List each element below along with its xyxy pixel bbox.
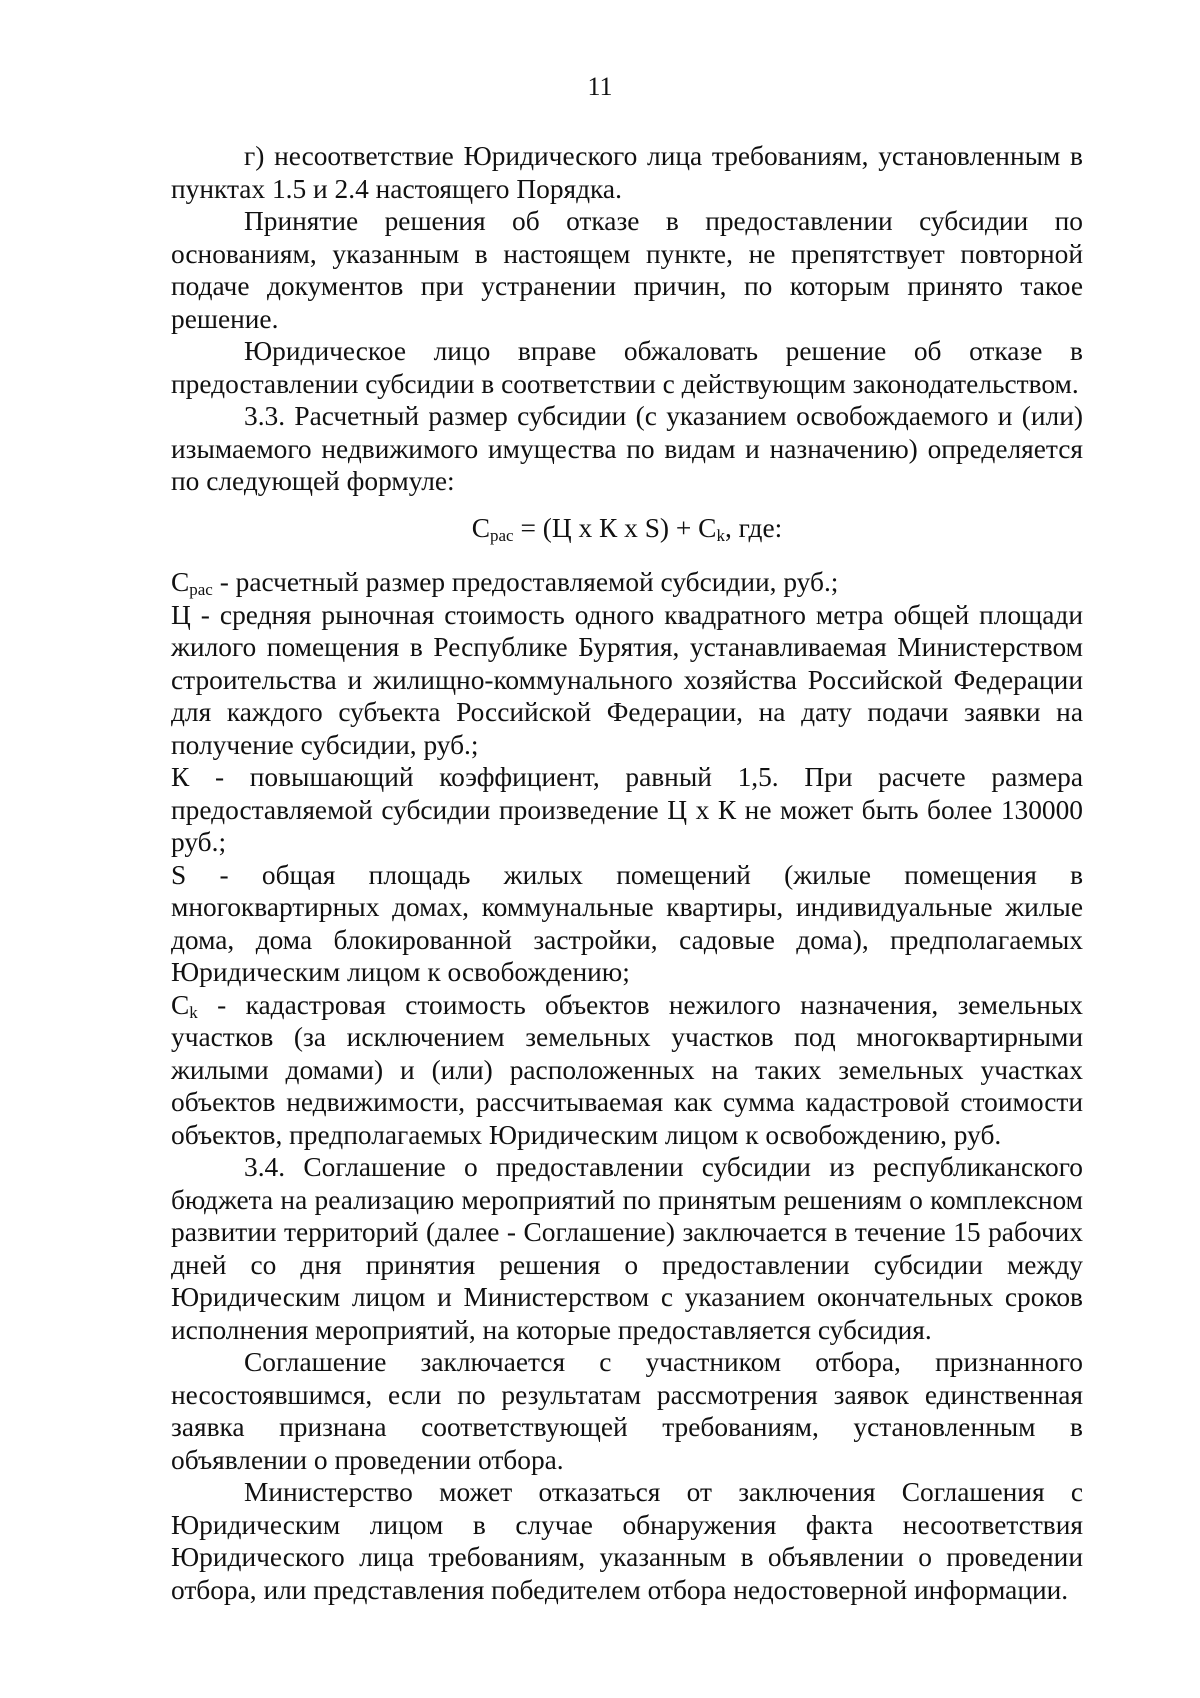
paragraph-ministry-refusal: Министерство может отказаться от заключения Соглашения с Юридическим лицом в случае обнаружения факта несоответствия Юридического лица требованиям, указанным в объявлении о проведении отбора, или представления победителем отбора недостоверной информации. (171, 1477, 1083, 1605)
paragraph-single-applicant: Соглашение заключается с участником отбора, признанного несостоявшимся, если по результатам рассмотрения заявок единственная заявка признана соответствующей требованиям, установленным в объявлении о проведении отбора. (171, 1347, 1083, 1475)
formula-tail: , где: (724, 512, 783, 543)
paragraph-refusal-reason-g: г) несоответствие Юридического лица требованиям, установленным в пунктах 1.5 и 2.4 настоящего Порядка. (171, 141, 1083, 204)
definition-ts: Ц - средняя рыночная стоимость одного квадратного метра общей площади жилого помещения в Республике Бурятия, устанавливаемая Министерством строительства и жилищно-коммунального хозяйства Российской Федерации для каждого субъекта Российской Федерации, на дату подачи заявки на получение субсидии, руб.; (171, 599, 1083, 760)
formula-c: С (471, 512, 491, 543)
document-body (171, 140, 1083, 1606)
definition-ck-symbol: С (171, 989, 190, 1020)
definition-ck-text: - кадастровая стоимость объектов нежилого назначения, земельных участков (за исключением земельных участков под многоквартирными жилыми домами) и (или) расположенных на таких земельных участках объектов недвижимости, рассчитываемая как сумма кадастровой стоимости объектов, предполагаемых Юридическим лицом к освобождению, руб. (171, 989, 1083, 1150)
formula-middle: = (Ц х К х S) + С (513, 512, 717, 543)
formula-ck-subscript: k (716, 525, 725, 545)
paragraph-appeal-right: Юридическое лицо вправе обжаловать решение об отказе в предоставлении субсидии в соответствии с действующим законодательством. (171, 336, 1083, 399)
subsidy-formula (171, 512, 1083, 545)
definition-ck-subscript: k (189, 1002, 198, 1022)
definition-crac (171, 566, 1083, 599)
paragraph-refusal-no-obstacle: Принятие решения об отказе в предоставлении субсидии по основаниям, указанным в настоящем пункте, не препятствует повторной подаче документов при устранении причин, по которым принято такое решение. (171, 206, 1083, 334)
paragraph-3-3: 3.3. Расчетный размер субсидии (с указанием освобождаемого и (или) изымаемого недвижимого имущества по видам и назначению) определяется по следующей формуле: (171, 401, 1083, 496)
paragraph-3-4: 3.4. Соглашение о предоставлении субсидии из республиканского бюджета на реализацию мероприятий по принятым решениям о комплексном развитии территорий (далее - Соглашение) заключается в течение 15 рабочих дней со дня принятия решения о предоставлении субсидии между Юридическим лицом и Министерством с указанием окончательных сроков исполнения мероприятий, на которые предоставляется субсидия. (171, 1152, 1083, 1345)
definition-crac-symbol: С (171, 567, 190, 597)
page-number: 11 (587, 72, 613, 101)
definition-k: К - повышающий коэффициент, равный 1,5. При расчете размера предоставляемой субсидии произведение Ц х К не может быть более 130000 руб.; (171, 762, 1083, 857)
definition-ck (171, 989, 1083, 1152)
formula-c-subscript: рас (490, 525, 514, 545)
definition-s: S - общая площадь жилых помещений (жилые помещения в многоквартирных домах, коммунальные квартиры, индивидуальные жилые дома, дома блокированной застройки, садовые дома), предполагаемых Юридическим лицом к освобождению; (171, 859, 1083, 987)
definition-crac-text: - расчетный размер предоставляемой субсидии, руб.; (212, 567, 839, 597)
definition-crac-subscript: рас (189, 580, 213, 600)
